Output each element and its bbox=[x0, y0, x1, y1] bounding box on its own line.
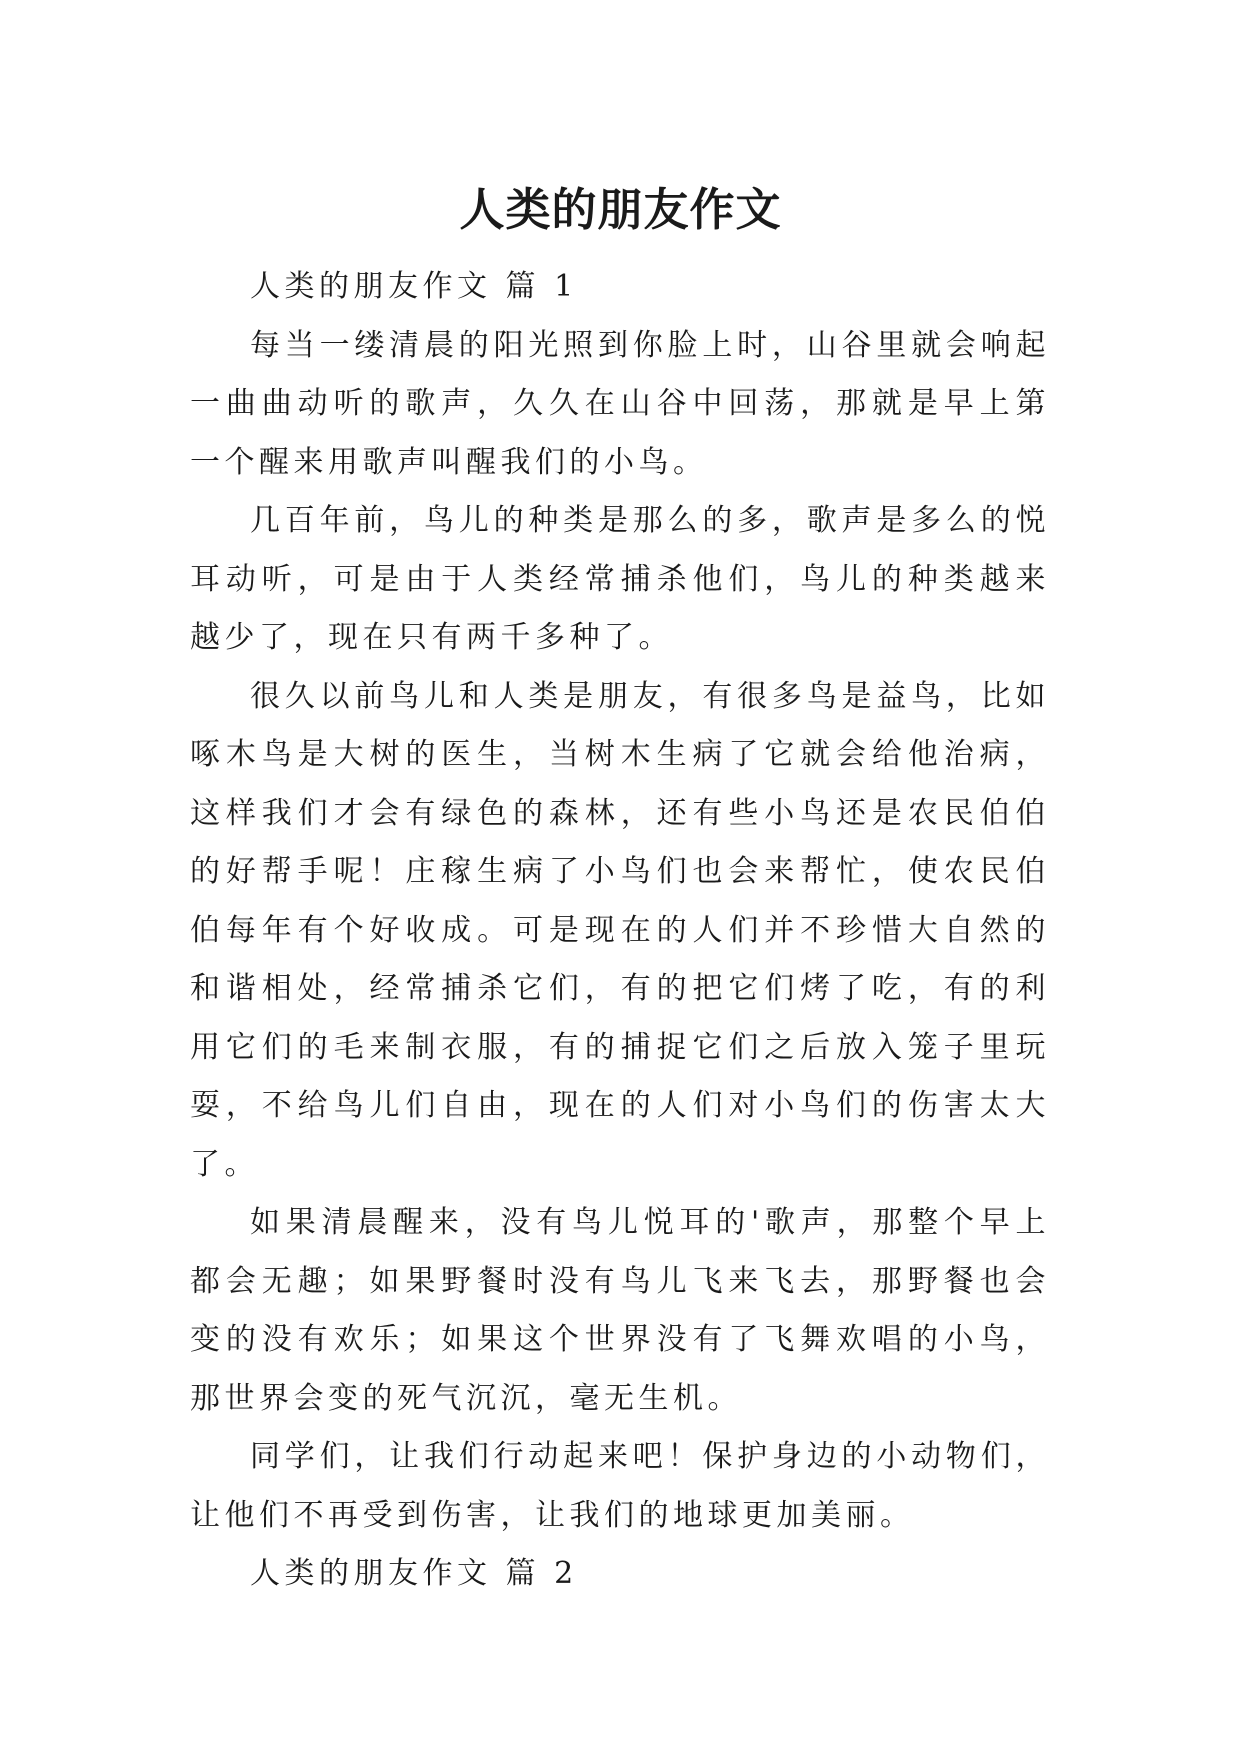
paragraph: 同学们，让我们行动起来吧！保护身边的小动物们，让他们不再受到伤害，让我们的地球更加美丽。 bbox=[190, 1439, 1050, 1533]
paragraph: 如果清晨醒来，没有鸟儿悦耳的'歌声，那整个早上都会无趣；如果野餐时没有鸟儿飞来飞去，那野餐也会变的没有欢乐；如果这个世界没有了飞舞欢唱的小鸟，那世界会变的死气沉沉，毫无生机。 bbox=[190, 1205, 1050, 1416]
paragraph: 每当一缕清晨的阳光照到你脸上时，山谷里就会响起一曲曲动听的歌声，久久在山谷中回荡，那就是早上第一个醒来用歌声叫醒我们的小鸟。 bbox=[190, 327, 1050, 480]
document-body bbox=[190, 258, 1050, 1604]
section-heading: 人类的朋友作文 篇 1 bbox=[250, 269, 578, 304]
section-heading: 人类的朋友作文 篇 2 bbox=[250, 1556, 578, 1591]
paragraph: 很久以前鸟儿和人类是朋友，有很多鸟是益鸟，比如啄木鸟是大树的医生，当树木生病了它就会给他治病，这样我们才会有绿色的森林，还有些小鸟还是农民伯伯的好帮手呢！庄稼生病了小鸟们也会来帮忙，使农民伯伯每年有个好收成。可是现在的人们并不珍惜大自然的和谐相处，经常捕杀它们，有的把它们烤了吃，有的利用它们的毛来制衣服，有的捕捉它们之后放入笼子里玩耍，不给鸟儿们自由，现在的人们对小鸟们的伤害太大了。 bbox=[190, 678, 1050, 1182]
document-title: 人类的朋友作文 bbox=[459, 183, 782, 237]
paragraph: 几百年前，鸟儿的种类是那么的多，歌声是多么的悦耳动听，可是由于人类经常捕杀他们，鸟儿的种类越来越少了，现在只有两千多种了。 bbox=[190, 503, 1050, 655]
